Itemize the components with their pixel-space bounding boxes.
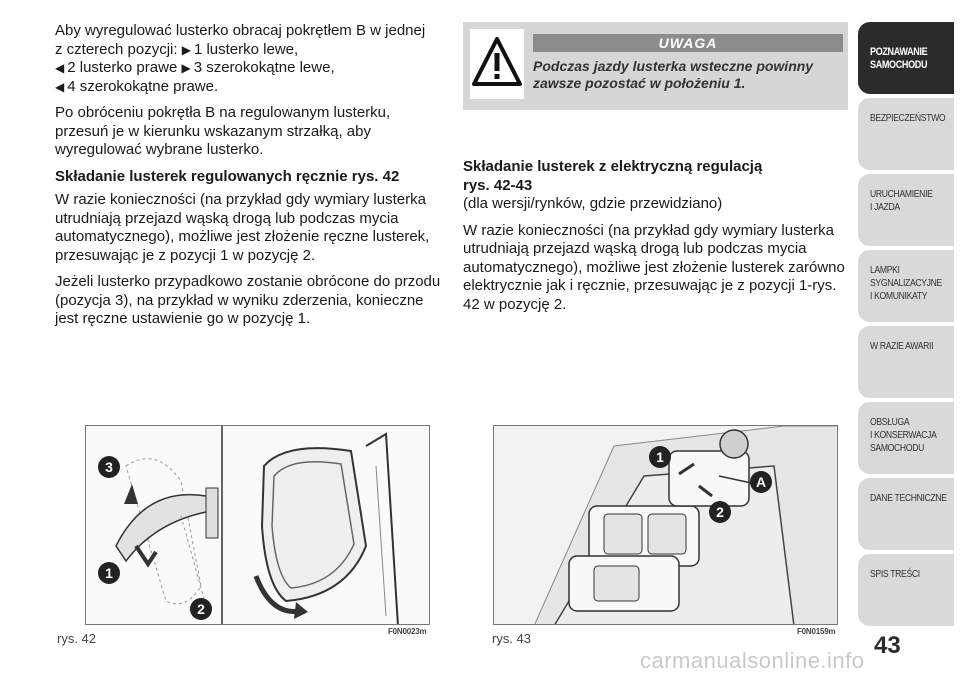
marker-2: 2 [709,501,731,523]
marker-2: 2 [190,598,212,620]
manual-fold-paragraph: W razie konieczności (na przykład gdy wymiary lusterka utrudniają przejazd wąską drogą lub podczas mycia automatycznego), możliwe jest złożenie ręczne lusterek, przesuwając je z pozycji 1 w pozycję 2. [55,191,430,264]
tab-poznawanie-samochodu[interactable]: POZNAWANIE SAMOCHODU [858,22,954,94]
triangle-right-icon: ▶ [181,42,191,57]
figure-caption-43: rys. 43 [492,631,532,646]
watermark: carmanualsonline.info [640,648,865,673]
section-heading-manual: Składanie lusterek regulowanych ręcznie rys. 42 [55,167,400,185]
warning-text: Podczas jazdy lusterka wsteczne powinny zawsze pozostać w położeniu 1. [533,58,814,91]
tab-lampki-sygnalizacyjne[interactable]: LAMPKI SYGNALIZACYJNE I KOMUNIKATY [858,250,954,322]
figure-mirror-positions [85,425,430,625]
tab-bezpieczenstwo[interactable]: BEZPIECZEŃSTWO [858,98,954,170]
figure-code-43: F0N0159m [797,627,836,636]
triangle-left-icon: ◀ [55,61,65,75]
electric-fold-paragraph: W razie konieczności (na przykład gdy wymiary lusterka utrudniają przejazd wąską drogą lub podczas mycia automatycznego), możliwe jest złożenie lusterek zarówno elektrycznie jak i ręcznie, przesuwając je z pozycji 1-rys. 42 w pozycję 2. [463,221,845,313]
versions-note: (dla wersji/rynków, gdzie przewidziano) [463,195,723,212]
warning-box [463,22,848,110]
warning-triangle-icon [470,29,524,99]
marker-A: A [750,471,772,493]
adjust-paragraph: Po obróceniu pokrętła B na regulowanym lusterku, przesuń je w kierunku wskazanym strzałką, aby wyregulować wybrane lusterko. [55,104,391,158]
section-heading-electric: Składanie lusterek z elektryczną regulacją rys. 42-43 [463,158,763,194]
forward-rotation-paragraph: Jeżeli lusterko przypadkowo zostanie obrócone do przodu (pozycja 3), na przykład w wyniku zderzenia, konieczne jest ręczne ustawienie go w pozycję 1. [55,273,441,327]
warning-title: UWAGA [533,34,843,52]
chapter-sidebar [858,22,954,630]
tab-spis-tresci[interactable]: SPIS TREŚCI [858,554,954,626]
tab-obsluga-i-konserwacja[interactable]: OBSŁUGA I KONSERWACJA SAMOCHODU [858,402,954,474]
right-column [463,158,853,322]
tab-uruchamienie-i-jazda[interactable]: URUCHAMIENIE I JAZDA [858,174,954,246]
marker-1: 1 [649,446,671,468]
intro-paragraph: Aby wyregulować lusterko obracaj pokrętłem B w jednej z czterech pozycji: ▶ 1 lusterko lewe, ◀ 2 lusterko prawe ▶ 3 szerokokątne lewe, ◀ 4 szerokokątne prawe. [55,22,426,95]
figure-mirror-switch [493,425,838,625]
page-number: 43 [874,632,901,659]
tab-w-razie-awarii[interactable]: W RAZIE AWARII [858,326,954,398]
triangle-right-icon: ▶ [181,61,191,75]
marker-3: 3 [98,456,120,478]
tab-dane-techniczne[interactable]: DANE TECHNICZNE [858,478,954,550]
marker-1: 1 [98,562,120,584]
left-column [55,22,445,337]
figure-caption-42: rys. 42 [57,631,97,646]
triangle-left-icon: ◀ [55,79,65,94]
figure-code-42: F0N0023m [388,627,427,636]
